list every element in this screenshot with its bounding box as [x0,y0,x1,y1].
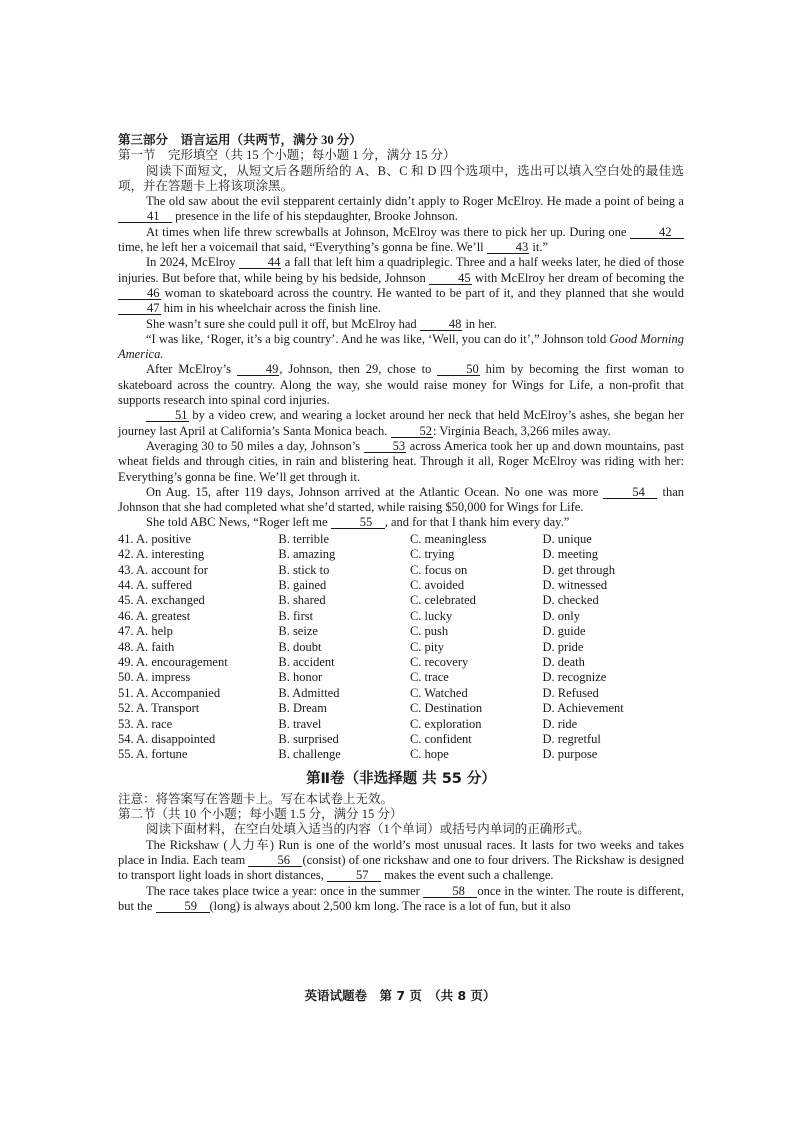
option-b: B. Admitted [278,685,340,700]
cloze-paragraph-5: “I was like, ‘Roger, it’s a big country’. And he was like, ‘Well, you can do it’,” Johnson told Good Morning America. [118,331,684,362]
blank-53: 53 [364,440,407,453]
option-b: B. honor [278,670,323,685]
blank-44: 44 [239,256,282,269]
option-a: 49. A. encouragement [118,654,228,669]
option-row [118,640,684,655]
blank-50: 50 [437,363,480,376]
blank-49: 49 [237,363,280,376]
cloze-paragraph-8: Averaging 30 to 50 miles a day, Johnson’s 53 across America took her up and down mountains, past wheat fields and through cities, in rain and blistering heat. Through it all, Roger McElroy was riding with her: Everything’s gonna be fine. We’ll get through it. [118,438,685,484]
option-d: D. ride [542,716,578,731]
option-row [118,593,684,608]
option-c: C. pity [409,639,444,654]
option-a: 41. A. positive [118,531,191,546]
option-row [118,532,684,547]
option-row [118,563,684,578]
grammar-paragraph-2: The race takes place twice a year: once in the summer 58 once in the winter. The route is different, but the 59 (long) is always about 2,500 km long. The race is a lot of fun, but it also [118,883,684,913]
option-a: 43. A. account for [118,562,208,577]
option-a: 48. A. faith [118,639,175,654]
option-b: B. accident [278,654,335,669]
option-a: 42. A. interesting [118,547,205,562]
option-d: D. death [542,654,585,669]
option-a: 46. A. greatest [118,608,191,623]
option-c: C. Destination [409,701,483,716]
option-a: 44. A. suffered [118,577,193,592]
cloze-paragraph-7: 51 by a video crew, and wearing a locket around her neck that held McElroy’s ashes, she began her journey last April at California’s Santa Monica beach. 52: Virginia Beach, 3,266 miles away. [118,408,685,438]
option-b: B. Dream [278,701,327,716]
blank-55: 55 [331,516,385,529]
page-footer: 英语试题卷 第 7 页 （共 8 页） [304,988,496,1003]
option-c: C. recovery [409,654,469,669]
blank-45: 45 [429,272,472,285]
cloze-paragraph-10: She told ABC News, “Roger left me 55 , and for that I thank him every day.” [146,515,570,530]
option-b: B. doubt [278,639,322,654]
blank-48: 48 [420,318,463,331]
option-row [118,655,684,670]
option-b: B. travel [278,716,322,731]
option-a: 50. A. impress [118,670,191,685]
option-c: C. meaningless [409,531,487,546]
option-a: 55. A. fortune [118,747,188,762]
cloze-paragraph-1: The old saw about the evil stepparent certainly didn’t apply to Roger McElroy. He made a point of being a 41 presence in the life of his stepdaughter, Brooke Johnson. [118,194,684,225]
option-c: C. avoided [409,577,465,592]
grammar-paragraph-1: The Rickshaw (人力车) Run is one of the world’s most unusual races. It lasts for two weeks and takes place in India. Each team 56 (consist) of one rickshaw and one to four drivers. The Rickshaw is designed to transport light loads in short distances, 57 makes the event such a challenge. [118,837,684,883]
blank-57: 57 [327,869,381,882]
section2-instruction: 阅读下面材料，在空白处填入适当的内容（1个单词）或括号内单词的正确形式。 [146,822,590,837]
option-c: C. lucky [409,608,453,623]
option-b: B. surprised [278,732,339,746]
option-d: D. guide [542,624,586,639]
option-d: D. witnessed [542,577,608,592]
option-row [118,747,684,762]
option-b: B. terrible [278,531,330,546]
option-a: 51. A. Accompanied [118,685,221,700]
blank-43: 43 [487,241,530,254]
option-row [118,717,684,732]
option-b: B. shared [278,593,326,608]
option-b: B. gained [278,577,327,592]
cloze-paragraph-4: She wasn’t sure she could pull it off, but McElroy had 48 in her. [146,316,497,331]
option-d: D. recognize [542,670,607,685]
option-c: C. hope [409,747,449,762]
section2-heading: 第二节（共 10 个小题；每小题 1.5 分，满分 15 分） [118,807,403,822]
blank-56: 56 [248,854,302,867]
option-a: 45. A. exchanged [118,593,205,608]
blank-51: 51 [146,409,189,422]
option-row [118,686,684,701]
blank-46: 46 [118,287,161,300]
blank-59: 59 [156,900,210,913]
option-row [118,670,684,685]
blank-54: 54 [603,486,657,499]
option-c: C. Watched [409,685,468,700]
cloze-paragraph-3: In 2024, McElroy 44 a fall that left him a quadriplegic. Three and a half weeks later, he died of those injuries. But before that, while being by his bedside, Johnson 45 with McElroy her dream of becoming the 46 woman to skateboard across the country. He wanted to be part of it, and they planned that she would 47 him in his wheelchair across the finish line. [118,255,685,316]
cloze-paragraph-2: At times when life threw screwballs at Johnson, McElroy was there to pick her up. During one 42 time, he left her a voicemail that said, “Everything’s gonna be fine. We’ll 43 it.” [118,225,684,256]
option-b: B. amazing [278,547,336,562]
option-row [118,578,684,593]
cloze-paragraph-9: On Aug. 15, after 119 days, Johnson arrived at the Atlantic Ocean. No one was more 54 than Johnson that she had completed what she’d started, while raising $50,000 for Wings for Life. [118,484,685,515]
option-c: C. trying [409,547,455,562]
option-row [118,624,684,639]
option-a: 53. A. race [118,716,173,731]
blank-47: 47 [118,302,161,315]
show-name: Good Morning America. [118,331,684,362]
cloze-paragraph-6: After McElroy’s 49, Johnson, then 29, chose to 50 him by becoming the first woman to skateboard across the country. Along the way, she would raise money for Wings for Life, a non-profit that supports research into spinal cord injuries. [118,362,685,408]
option-row [118,547,684,562]
option-a: 47. A. help [118,624,173,639]
option-d: D. pride [542,639,584,654]
option-d: D. regretful [542,732,601,746]
option-b: B. first [278,608,314,623]
option-b: B. stick to [278,562,330,577]
option-d: D. get through [542,562,616,577]
volume2-title: 第Ⅱ卷（非选择题 共 55 分） [306,770,496,787]
section1-heading: 第一节 完形填空（共 15 个小题；每小题 1 分，满分 15 分） [118,148,456,163]
option-d: D. Refused [542,685,599,700]
options-table [118,532,684,763]
option-c: C. push [409,624,449,639]
option-d: D. Achievement [542,701,624,716]
option-b: B. seize [278,624,318,639]
option-c: C. celebrated [409,593,476,608]
blank-58: 58 [423,885,477,898]
option-a: 54. A. disappointed [118,732,216,746]
option-row [118,701,684,716]
option-c: C. trace [409,670,449,685]
option-d: D. unique [542,531,592,546]
option-row [118,609,684,624]
option-c: C. confident [409,732,472,746]
option-a: 52. A. Transport [118,701,200,716]
option-d: D. checked [542,593,599,608]
option-d: D. purpose [542,747,598,762]
option-row [118,732,684,747]
blank-41: 41 [118,210,172,223]
option-b: B. challenge [278,747,341,762]
option-c: C. exploration [409,716,482,731]
option-d: D. only [542,608,580,623]
part3-heading: 第三部分 语言运用（共两节，满分 30 分） [118,133,362,147]
option-d: D. meeting [542,547,599,562]
exam-page [118,133,684,914]
blank-42: 42 [630,226,684,239]
volume2-note: 注意：将答案写在答题卡上。写在本试卷上无效。 [118,791,394,806]
option-c: C. focus on [409,562,468,577]
section1-instruction: 阅读下面短文，从短文后各题所给的 A、B、C 和 D 四个选项中，选出可以填入空白处的最佳选项，并在答题卡上将该项涂黑。 [118,163,684,193]
blank-52: 52 [391,425,434,438]
